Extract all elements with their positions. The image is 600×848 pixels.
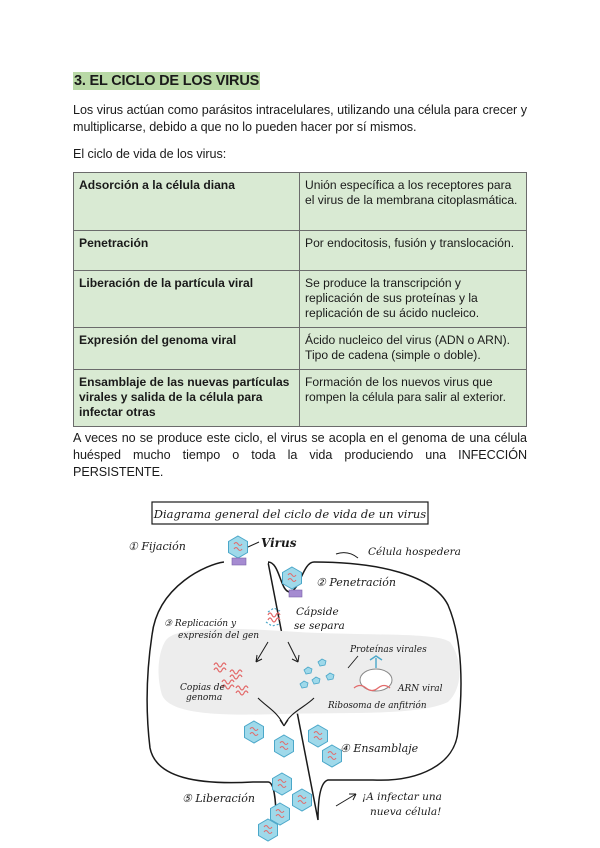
step-2-penetration-label: ② Penetración (316, 576, 396, 589)
step-3-label-line2: expresión del gen (178, 631, 260, 641)
step-4-assembly-label: ④ Ensamblaje (340, 742, 419, 755)
released-viruses-icon (259, 773, 312, 841)
description-cell: Ácido nucleico del virus (ADN o ARN). Tipo de cadena (simple o doble). (300, 328, 527, 370)
persistent-infection-paragraph: A veces no se produce este ciclo, el virus se acopla en el genoma de una célula huésped mucho tiempo o toda la vida produciendo una INFECCIÓN PERSISTENTE. (73, 431, 527, 479)
section-title: 3. EL CICLO DE LOS VIRUS (74, 73, 260, 89)
receptor-icon (232, 558, 246, 565)
table-row (74, 271, 527, 328)
intro-paragraph: Los virus actúan como parásitos intracelulares, utilizando una célula para crecer y multiplicarse, debido a que no lo pueden hacer por sí mismos. (73, 103, 527, 134)
virus-cycle-diagram (118, 500, 478, 845)
penetrating-virus-icon (283, 567, 302, 589)
description-cell: Formación de los nuevos virus que rompen la célula para salir al exterior. (300, 370, 527, 427)
infect-new-cell-line1: ¡A infectar una (362, 791, 442, 803)
viral-rna-label: ARN viral (398, 684, 443, 694)
genome-copies-label-line2: genoma (186, 693, 223, 703)
stage-cell: Liberación de la partícula viral (74, 271, 300, 328)
infect-new-cell-line2: nueva célula! (370, 806, 442, 818)
step-3-label-line1: ③ Replicación y (164, 619, 237, 629)
table-row (74, 173, 527, 231)
virus-cycle-table (73, 172, 527, 427)
diagram-title: Diagrama general del ciclo de vida de un virus (153, 507, 427, 521)
stage-cell: Ensamblaje de las nuevas partículas virales y salida de la célula para infectar otras (74, 370, 300, 427)
genome-copies-label-line1: Copias de (180, 683, 225, 693)
assembled-viruses-icon (245, 721, 342, 767)
capsid-label-line1: Cápside (296, 606, 339, 618)
table-row (74, 370, 527, 427)
receptor-icon (289, 590, 302, 597)
step-5-release-label: ⑤ Liberación (182, 792, 255, 805)
step-1-fixation-label: ① Fijación (128, 540, 186, 553)
virus-particle-icon (229, 536, 248, 558)
table-row (74, 231, 527, 271)
capsid-label-line2: se separa (294, 620, 345, 632)
description-cell: Por endocitosis, fusión y translocación. (300, 231, 527, 271)
viral-proteins-label: Proteínas virales (350, 645, 427, 655)
description-cell: Unión específica a los receptores para el virus de la membrana citoplasmática. (300, 173, 527, 231)
stage-cell: Adsorción a la célula diana (74, 173, 300, 231)
table-intro: El ciclo de vida de los virus: (73, 147, 227, 161)
host-ribosome-label: Ribosoma de anfitrión (328, 701, 427, 711)
stage-cell: Penetración (74, 231, 300, 271)
host-cell-label: Célula hospedera (368, 546, 461, 558)
table-row (74, 328, 527, 370)
virus-label: Virus (261, 536, 297, 550)
stage-cell: Expresión del genoma viral (74, 328, 300, 370)
description-cell: Se produce la transcripción y replicación de sus proteínas y la replicación de su ácido nucleico. (300, 271, 527, 328)
